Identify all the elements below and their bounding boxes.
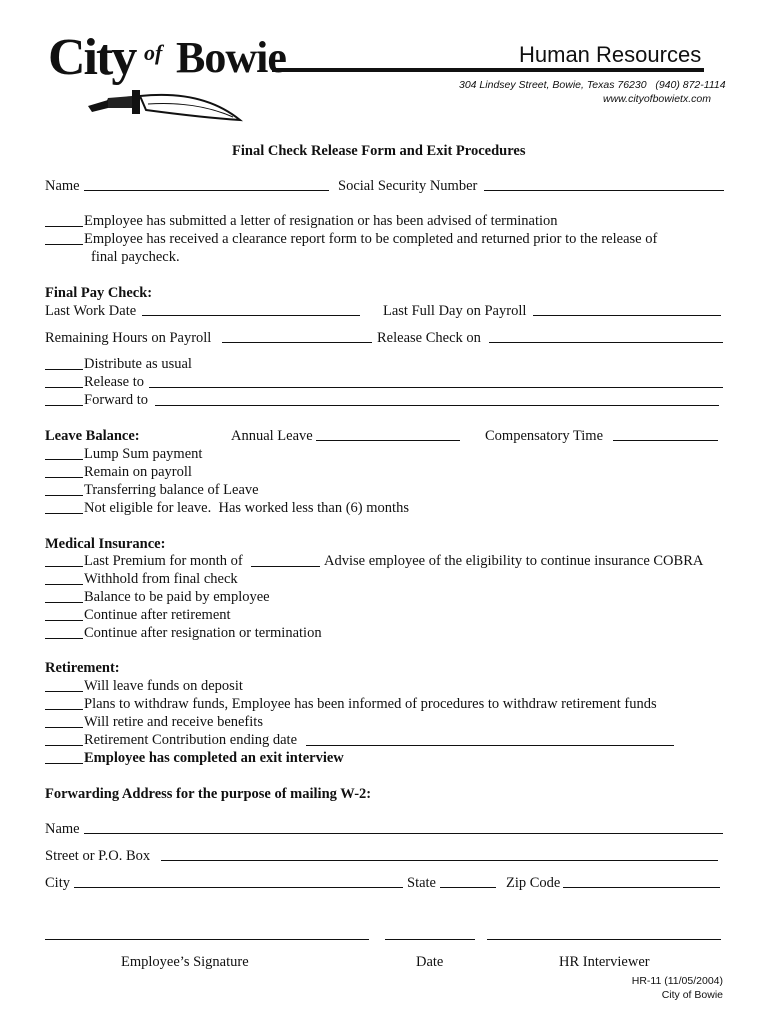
fwd-name-field[interactable]: [84, 833, 723, 834]
forwarding-heading: Forwarding Address for the purpose of mailing W-2:: [45, 786, 372, 802]
hr-interviewer-label: HR Interviewer: [559, 954, 650, 970]
date-label: Date: [416, 954, 444, 970]
annual-leave-label: Annual Leave: [231, 428, 313, 444]
fwd-street-field[interactable]: [161, 860, 718, 861]
remaining-hours-field[interactable]: [222, 342, 372, 343]
clearance-label: Employee has received a clearance report form to be completed and returned prior to the release of: [84, 231, 658, 247]
logo: [48, 26, 286, 126]
name-label: Name: [45, 178, 80, 194]
lump-sum-check[interactable]: [45, 459, 83, 460]
employee-signature-field[interactable]: [45, 939, 369, 940]
distribute-label: Distribute as usual: [84, 356, 192, 372]
last-work-date-label: Last Work Date: [45, 303, 137, 319]
withhold-check[interactable]: [45, 584, 83, 585]
logo-city-text: City: [48, 29, 136, 86]
exit-interview-label: Employee has completed an exit interview: [84, 750, 344, 766]
forward-to-label: Forward to: [84, 392, 149, 408]
fwd-city-field[interactable]: [74, 887, 403, 888]
contribution-field[interactable]: [306, 745, 674, 746]
fwd-street-label: Street or P.O. Box: [45, 848, 151, 864]
not-eligible-label: Not eligible for leave. Has worked less than (6) months: [84, 500, 409, 516]
distribute-check[interactable]: [45, 369, 83, 370]
last-premium-field[interactable]: [251, 566, 320, 567]
medical-heading: Medical Insurance:: [45, 536, 166, 552]
ssn-label: Social Security Number: [338, 178, 478, 194]
last-premium-check[interactable]: [45, 566, 83, 567]
retire-benefits-label: Will retire and receive benefits: [84, 714, 263, 730]
department-title: Human Resources: [519, 42, 702, 67]
fwd-state-field[interactable]: [440, 887, 496, 888]
last-premium-label: Last Premium for month of: [84, 553, 243, 569]
footer-org: City of Bowie: [661, 989, 723, 1001]
continue-resignation-label: Continue after resignation or termination: [84, 625, 322, 641]
logo-of-text: of: [144, 40, 163, 65]
header-rule: [272, 68, 704, 72]
date-field[interactable]: [385, 939, 475, 940]
lump-sum-label: Lump Sum payment: [84, 446, 203, 462]
fwd-zip-field[interactable]: [563, 887, 720, 888]
last-work-date-field[interactable]: [142, 315, 360, 316]
contribution-label: Retirement Contribution ending date: [84, 732, 298, 748]
retirement-heading: Retirement:: [45, 660, 120, 676]
not-eligible-check[interactable]: [45, 513, 83, 514]
last-full-day-label: Last Full Day on Payroll: [383, 303, 527, 319]
resignation-check[interactable]: [45, 226, 83, 227]
exit-interview-check[interactable]: [45, 763, 83, 764]
transfer-leave-label: Transferring balance of Leave: [84, 482, 259, 498]
release-check-label: Release Check on: [377, 330, 481, 346]
fwd-state-label: State: [407, 875, 436, 891]
comp-time-field[interactable]: [613, 440, 718, 441]
page-title: Final Check Release Form and Exit Procedures: [232, 143, 526, 159]
fwd-name-label: Name: [45, 821, 80, 837]
leave-funds-check[interactable]: [45, 691, 83, 692]
name-field[interactable]: [84, 190, 329, 191]
forward-to-field[interactable]: [155, 405, 719, 406]
annual-leave-field[interactable]: [316, 440, 460, 441]
fwd-zip-label: Zip Code: [506, 875, 561, 891]
employee-signature-label: Employee’s Signature: [121, 954, 249, 970]
balance-paid-label: Balance to be paid by employee: [84, 589, 270, 605]
leave-heading: Leave Balance:: [45, 428, 140, 444]
withdraw-funds-check[interactable]: [45, 709, 83, 710]
release-to-check[interactable]: [45, 387, 83, 388]
withdraw-funds-label: Plans to withdraw funds, Employee has been informed of procedures to withdraw retirement funds: [84, 696, 657, 712]
forward-to-check[interactable]: [45, 405, 83, 406]
comp-time-label: Compensatory Time: [485, 428, 604, 444]
logo-bowie-text: Bowie: [176, 33, 286, 82]
header-website: www.cityofbowietx.com: [603, 93, 711, 105]
final-pay-heading: Final Pay Check:: [45, 285, 153, 301]
remaining-hours-label: Remaining Hours on Payroll: [45, 330, 212, 346]
release-check-field[interactable]: [489, 342, 723, 343]
release-to-label: Release to: [84, 374, 144, 390]
form-id: HR-11 (11/05/2004): [631, 975, 723, 987]
leave-funds-label: Will leave funds on deposit: [84, 678, 243, 694]
remain-payroll-label: Remain on payroll: [84, 464, 192, 480]
release-to-field[interactable]: [149, 387, 723, 388]
balance-paid-check[interactable]: [45, 602, 83, 603]
cobra-label: Advise employee of the eligibility to continue insurance COBRA: [324, 553, 704, 569]
ssn-field[interactable]: [484, 190, 724, 191]
fwd-city-label: City: [45, 875, 70, 891]
contribution-check[interactable]: [45, 745, 83, 746]
last-full-day-field[interactable]: [533, 315, 721, 316]
header-address: 304 Lindsey Street, Bowie, Texas 76230 (940) 872-1114: [459, 79, 726, 91]
clearance-check[interactable]: [45, 244, 83, 245]
remain-payroll-check[interactable]: [45, 477, 83, 478]
continue-resignation-check[interactable]: [45, 638, 83, 639]
retire-benefits-check[interactable]: [45, 727, 83, 728]
clearance-label-cont: final paycheck.: [91, 249, 180, 265]
resignation-label: Employee has submitted a letter of resignation or has been advised of termination: [84, 213, 558, 229]
transfer-leave-check[interactable]: [45, 495, 83, 496]
withhold-label: Withhold from final check: [84, 571, 238, 587]
hr-interviewer-field[interactable]: [487, 939, 721, 940]
continue-retirement-label: Continue after retirement: [84, 607, 231, 623]
continue-retirement-check[interactable]: [45, 620, 83, 621]
